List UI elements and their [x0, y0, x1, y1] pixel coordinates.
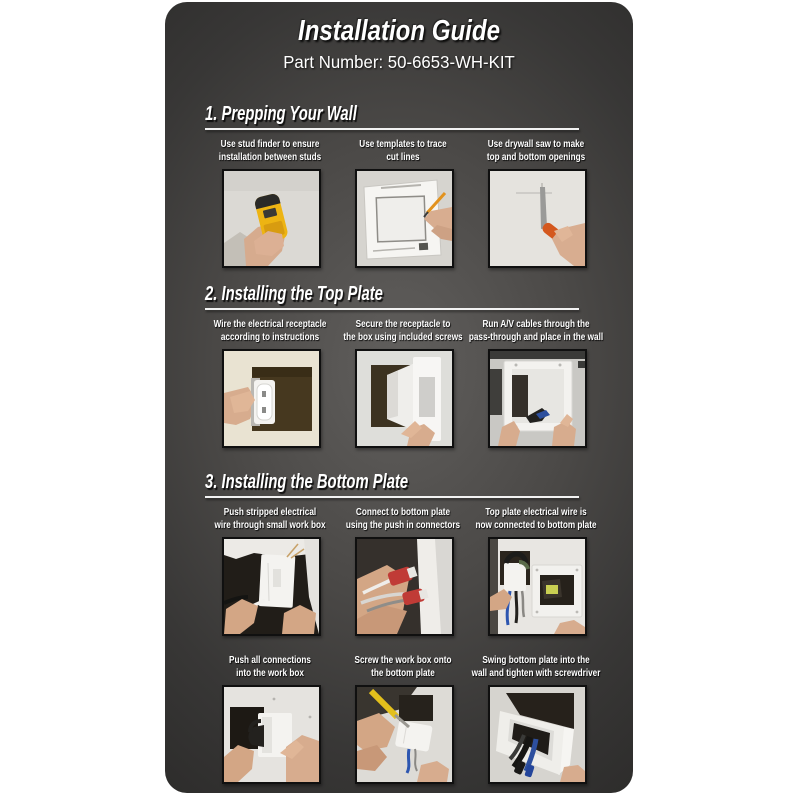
- step-caption: Use drywall saw to make top and bottom openings: [486, 138, 585, 163]
- photo-trace-template: [355, 169, 454, 268]
- step-secure-receptacle: [342, 317, 463, 448]
- guide-title: Installation Guide: [298, 15, 500, 47]
- step-caption: Connect to bottom plate using the push in connectors: [345, 506, 460, 531]
- step-caption: Use templates to trace cut lines: [358, 138, 447, 163]
- step-caption: Swing bottom plate into the wall and tighten with screwdriver: [471, 654, 600, 679]
- connectors-illustration: [357, 539, 452, 634]
- step-row: [205, 317, 603, 448]
- step-push-wire-workbox: [213, 505, 326, 636]
- section-heading: 3. Installing the Bottom Plate: [205, 471, 409, 493]
- step-stud-finder: [218, 137, 321, 268]
- photo-wire-receptacle: [222, 349, 321, 448]
- section-heading: 1. Prepping Your Wall: [205, 103, 357, 125]
- photo-wire-connected: [488, 537, 587, 636]
- section-bottom-plate: [205, 470, 600, 784]
- step-row: [205, 505, 597, 636]
- screwdriver-illustration: [357, 687, 452, 782]
- part-number: Part Number: 50-6653-WH-KIT: [283, 52, 515, 72]
- push-connections-illustration: [224, 687, 319, 782]
- cable-plate-illustration: [490, 351, 585, 446]
- template-illustration: [357, 171, 452, 266]
- section-top-plate: [205, 282, 603, 448]
- section-heading: 2. Installing the Top Plate: [205, 283, 383, 305]
- photo-stud-finder: [222, 169, 321, 268]
- step-wire-connected: [474, 505, 597, 636]
- photo-swing-plate: [488, 685, 587, 784]
- step-caption: Use stud finder to ensure installation between studs: [218, 138, 321, 163]
- section-divider: [205, 496, 579, 498]
- photo-push-connections: [222, 685, 321, 784]
- swing-plate-illustration: [490, 687, 585, 782]
- step-run-cables: [468, 317, 603, 448]
- section-prepping-wall: [205, 102, 585, 268]
- connected-plate-illustration: [490, 539, 585, 634]
- step-wire-receptacle: [213, 317, 326, 448]
- section-divider: [205, 308, 579, 310]
- photo-run-cables: [488, 349, 587, 448]
- step-caption: Screw the work box onto the bottom plate: [354, 654, 451, 679]
- step-caption: Push stripped electrical wire through small work box: [213, 506, 326, 531]
- step-caption: Run A/V cables through the pass-through and place in the wall: [468, 318, 603, 343]
- photo-push-connectors: [355, 537, 454, 636]
- stud-finder-illustration: [224, 171, 319, 266]
- step-row: [205, 137, 585, 268]
- section-divider: [205, 128, 579, 130]
- step-caption: Push all connections into the work box: [228, 654, 311, 679]
- photo-drywall-saw: [488, 169, 587, 268]
- step-caption: Secure the receptacle to the box using included screws: [342, 318, 463, 343]
- step-swing-plate: [471, 653, 600, 784]
- receptacle-illustration: [224, 351, 319, 446]
- step-screw-workbox: [355, 653, 450, 784]
- step-caption: Wire the electrical receptacle according to instructions: [213, 318, 326, 343]
- step-push-connectors: [345, 505, 460, 636]
- photo-secure-receptacle: [355, 349, 454, 448]
- step-row: [205, 653, 600, 784]
- drywall-saw-illustration: [490, 171, 585, 266]
- step-caption: Top plate electrical wire is now connected to bottom plate: [474, 506, 597, 531]
- photo-push-wire-workbox: [222, 537, 321, 636]
- step-drywall-saw: [488, 137, 583, 268]
- workbox-wire-illustration: [224, 539, 319, 634]
- recessed-box-illustration: [357, 351, 452, 446]
- step-push-connections: [222, 653, 317, 784]
- guide-card: [165, 2, 633, 793]
- photo-screw-workbox: [355, 685, 454, 784]
- step-trace-template: [355, 137, 450, 268]
